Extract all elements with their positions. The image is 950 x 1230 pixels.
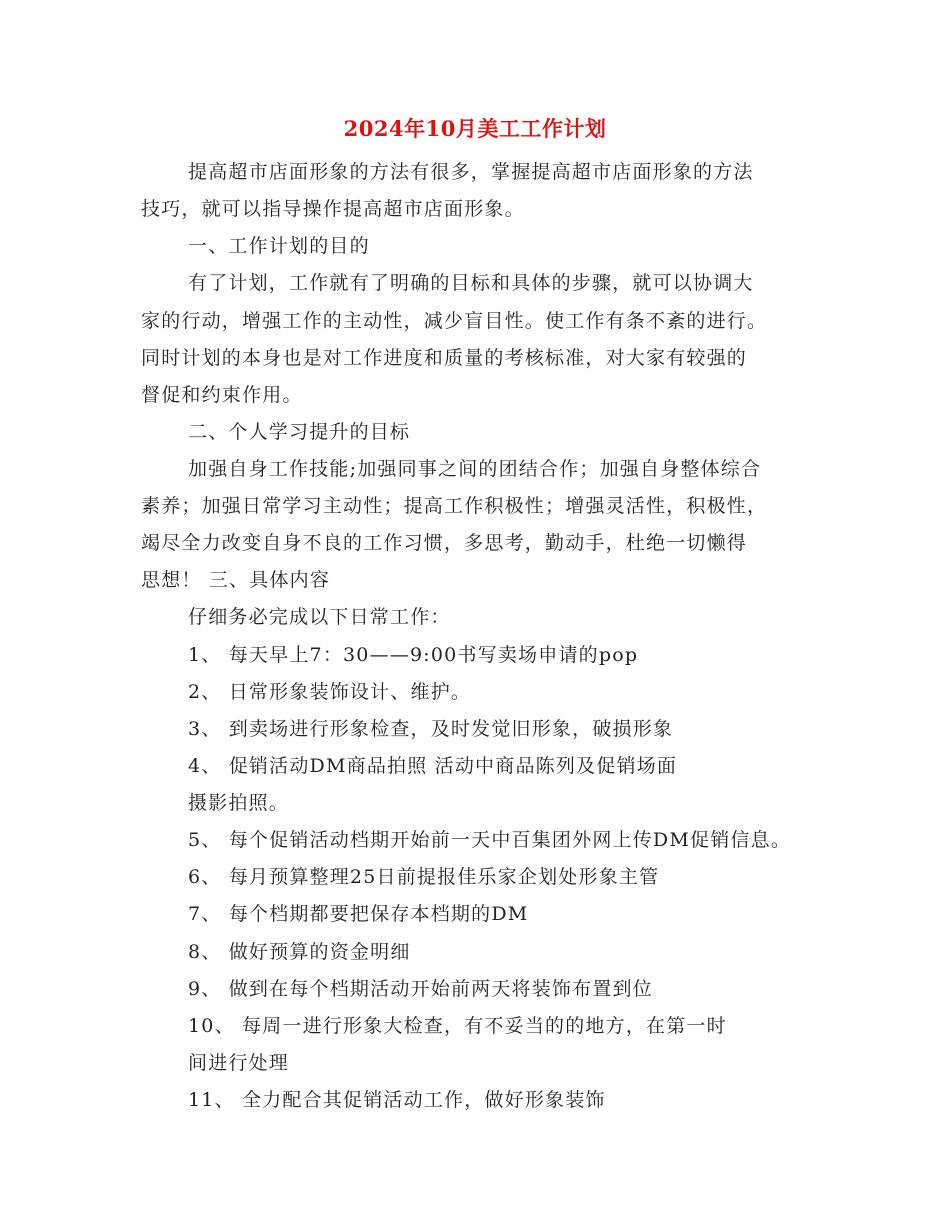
paragraph-line: 督促和约束作用。 [141, 384, 303, 406]
paragraph-line: 竭尽全力改变自身不良的工作习惯，多思考，勤动手，杜绝一切懒得 [141, 532, 748, 554]
list-item: 4、 促销活动DM商品拍照 活动中商品陈列及促销场面 [188, 755, 678, 777]
list-item: 9、 做到在每个档期活动开始前两天将装饰布置到位 [188, 978, 653, 1000]
paragraph-line: 仔细务必完成以下日常工作： [188, 606, 451, 628]
list-item: 7、 每个档期都要把保存本档期的DM [188, 903, 529, 925]
section-heading: 二、个人学习提升的目标 [188, 421, 411, 443]
list-item-continuation: 摄影拍照。 [188, 792, 290, 814]
list-item: 1、 每天早上7：30——9:00书写卖场申请的pop [188, 644, 639, 666]
paragraph-line: 提高超市店面形象的方法有很多，掌握提高超市店面形象的方法 [188, 161, 754, 183]
paragraph-line: 素养；加强日常学习主动性；提高工作积极性；增强灵活性，积极性， [141, 495, 768, 517]
paragraph-line: 有了计划，工作就有了明确的目标和具体的步骤，就可以协调大 [188, 272, 754, 294]
list-item: 3、 到卖场进行形象检查，及时发觉旧形象，破损形象 [188, 718, 674, 740]
document-title: 2024年10月美工工作计划 [343, 116, 607, 141]
paragraph-line: 家的行动，增强工作的主动性，减少盲目性。使工作有条不紊的进行。 [141, 310, 768, 332]
list-item-continuation: 间进行处理 [188, 1052, 290, 1074]
list-item: 6、 每月预算整理25日前提报佳乐家企划处形象主管 [188, 866, 660, 888]
list-item: 11、 全力配合其促销活动工作，做好形象装饰 [188, 1089, 606, 1111]
list-item: 8、 做好预算的资金明细 [188, 941, 411, 963]
list-item: 5、 每个促销活动档期开始前一天中百集团外网上传DM促销信息。 [188, 829, 792, 851]
list-item: 2、 日常形象装饰设计、维护。 [188, 681, 472, 703]
paragraph-line: 技巧，就可以指导操作提高超市店面形象。 [141, 198, 525, 220]
paragraph-line: 思想！ 三、具体内容 [141, 569, 331, 591]
paragraph-line: 加强自身工作技能;加强同事之间的团结合作；加强自身整体综合 [188, 458, 762, 480]
paragraph-line: 同时计划的本身也是对工作进度和质量的考核标准，对大家有较强的 [141, 347, 748, 369]
section-heading: 一、工作计划的目的 [188, 235, 370, 257]
list-item: 10、 每周一进行形象大检查，有不妥当的的地方，在第一时 [188, 1015, 727, 1037]
